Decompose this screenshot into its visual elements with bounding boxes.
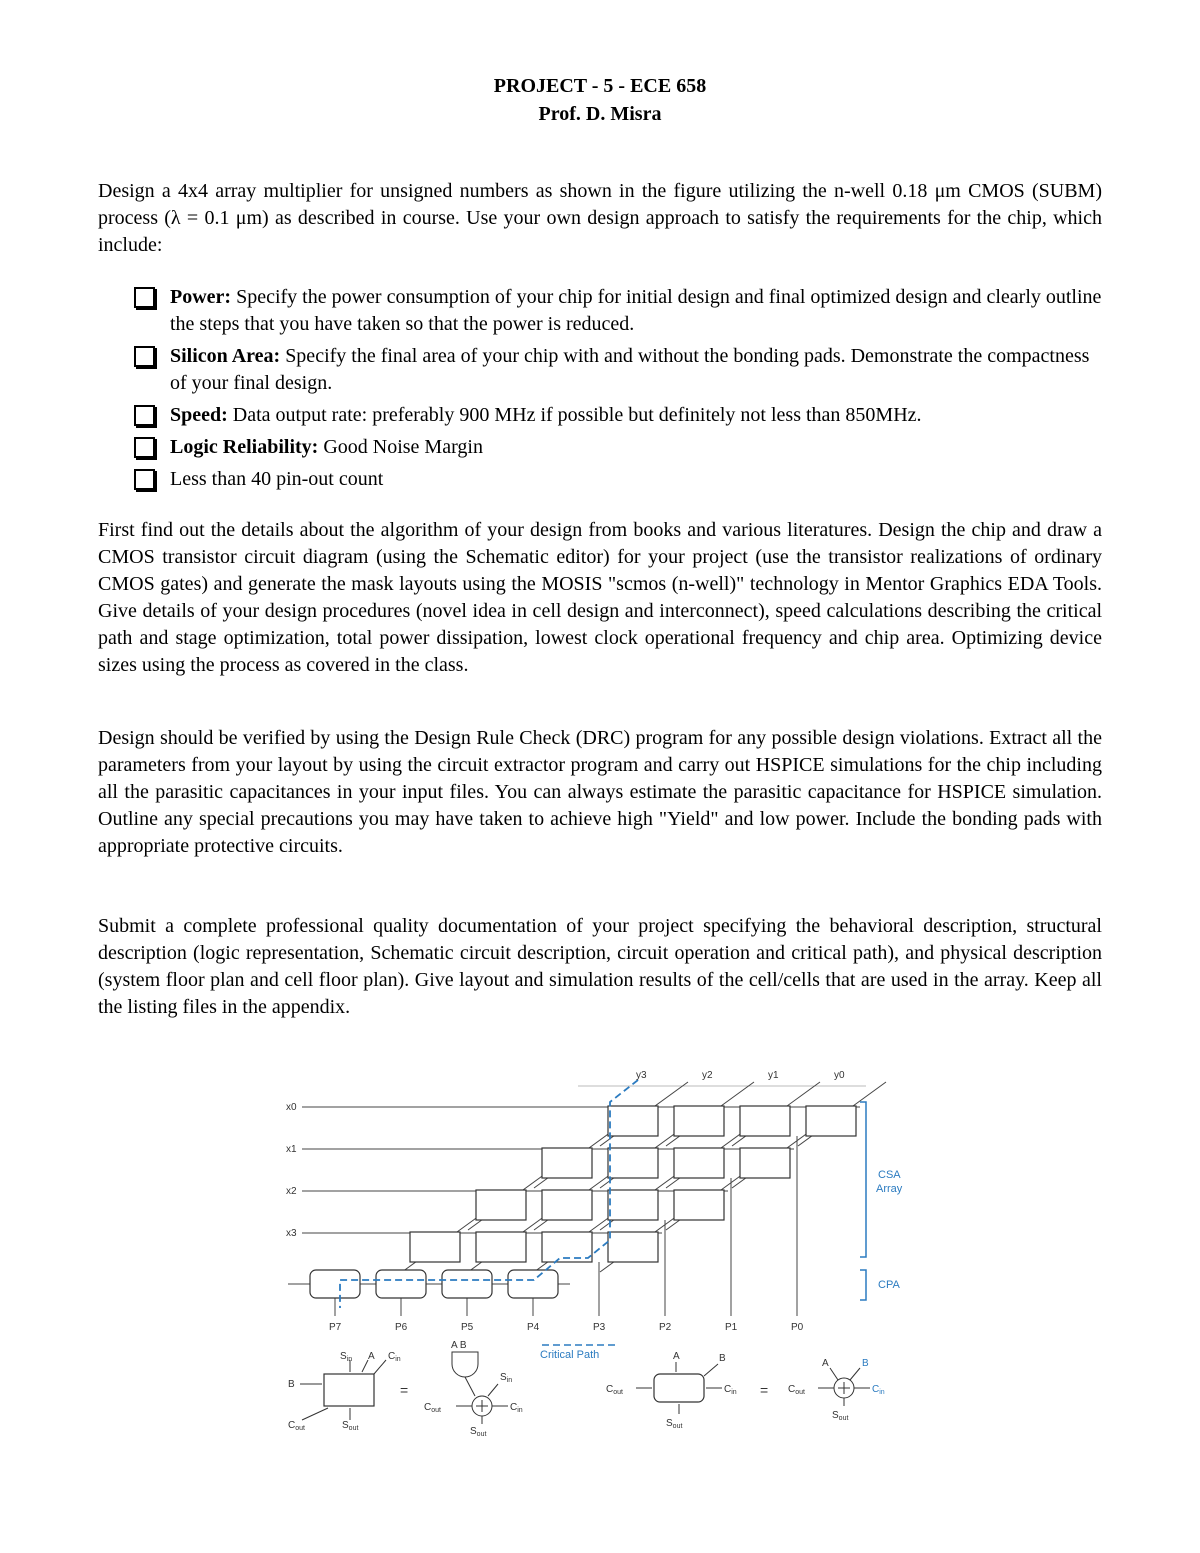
requirement-label: Silicon Area:: [170, 345, 281, 367]
csa-cell-legend: [288, 1340, 523, 1438]
svg-text:Sin: $S_{in}$: [340, 1351, 353, 1363]
csa-cell: [608, 1106, 658, 1136]
checkbox-icon: [134, 405, 155, 426]
requirement-item: [132, 466, 1104, 493]
product-label: P5: [461, 1322, 474, 1333]
csa-cell: [476, 1232, 526, 1262]
product-label: P1: [725, 1322, 738, 1333]
requirement-text: Data output rate: preferably 900 MHz if possible but definitely not less than 850MHz.: [227, 404, 922, 426]
csa-label: Array: [876, 1183, 903, 1195]
cpa-cell: [442, 1270, 492, 1298]
csa-cell: [608, 1232, 658, 1262]
requirement-text: Specify the power consumption of your chip for initial design and final optimized design and clearly outline the steps that you have taken so that the power is reduced.: [170, 286, 1102, 335]
svg-text:A: A: [822, 1358, 829, 1369]
csa-cell: [740, 1106, 790, 1136]
svg-text:Cin: $C_{in}$: [724, 1384, 737, 1396]
requirement-item: [132, 343, 1104, 397]
svg-text:Cout: $C_{out}$: [606, 1384, 623, 1396]
svg-text:B: B: [862, 1358, 869, 1369]
svg-text:Cin: $C_{in}$: [388, 1351, 401, 1363]
product-label: P6: [395, 1322, 408, 1333]
author-line: Prof. D. Misra: [538, 103, 662, 125]
product-label: P4: [527, 1322, 540, 1333]
svg-text:B: B: [719, 1353, 726, 1364]
paragraph-documentation: Submit a complete professional quality documentation of your project specifying the behavioral description, structural description (logic representation, Schematic circuit description, circuit operation and critical path), and physical description (system floor plan and cell floor plan). Give layout and simulation results of the cell/cells that are used in the array. Keep all the listing files in the appendix.: [98, 915, 1102, 1018]
svg-text:Sout: $S_{out}$: [832, 1410, 849, 1422]
page-title: PROJECT - 5 - ECE 658: [493, 75, 707, 97]
paragraph-design: First find out the details about the algorithm of your design from books and various literatures. Design the chip and draw a CMOS transistor circuit diagram (using the Schematic editor) for your project (use the transistor realizations of ordinary CMOS gates) and generate the mask layouts using the MOSIS "scmos (n-well)" technology in Mentor Graphics EDA Tools. Give details of your design procedures (novel idea in cell design and interconnect), speed calculations describing the critical path and stage optimization, total power dissipation, lowest clock operational frequency and chip area. Optimizing device sizes using the process as covered in the class.: [98, 519, 1102, 676]
y-input-label: y1: [768, 1070, 779, 1081]
requirements-list: [132, 284, 1104, 498]
cpa-cell-legend: [606, 1351, 885, 1430]
checkbox-icon: [134, 346, 155, 367]
svg-text:A B: A B: [451, 1340, 467, 1351]
requirement-label: Logic Reliability:: [170, 436, 319, 458]
x-input-label: x3: [286, 1228, 297, 1239]
csa-cell: [608, 1190, 658, 1220]
checkbox-icon: [134, 437, 155, 458]
requirement-item: [132, 402, 1104, 429]
document-header: [0, 72, 1200, 128]
cpa-bracket: [860, 1270, 866, 1300]
csa-bracket: [860, 1102, 866, 1257]
svg-text:A: A: [673, 1351, 680, 1362]
y-input-label: y2: [702, 1070, 713, 1081]
critical-path-label: Critical Path: [540, 1349, 600, 1361]
intro-paragraph: Design a 4x4 array multiplier for unsigned numbers as shown in the figure utilizing the n-well 0.18 μm CMOS (SUBM) process (λ = 0.1 μm) as described in course. Use your own design approach to satisfy the requirements for the chip, which include:: [98, 180, 1102, 256]
csa-cell: [476, 1190, 526, 1220]
product-label: P7: [329, 1322, 342, 1333]
svg-text:Sout: $S_{out}$: [342, 1420, 359, 1432]
x-input-label: x2: [286, 1186, 297, 1197]
svg-text:Cin: $C_{in}$: [510, 1402, 523, 1414]
csa-cell: [542, 1148, 592, 1178]
svg-text:Cin: $C_{in}$: [872, 1384, 885, 1396]
svg-text:Cout: $C_{out}$: [788, 1384, 805, 1396]
requirement-text: Good Noise Margin: [318, 436, 483, 458]
paragraph-verification: Design should be verified by using the Design Rule Check (DRC) program for any possible design violations. Extract all the parameters from your layout by using the circuit extractor program and carry out HSPICE simulations for the chip including all the parasitic capacitances in your input files. You can always estimate the parasitic capacitance for HSPICE simulation. Outline any special precautions you may have taken to achieve high "Yield" and low power. Include the bonding pads with appropriate protective circuits.: [98, 727, 1102, 857]
cpa-cell: [508, 1270, 558, 1298]
requirement-text: Specify the final area of your chip with and without the bonding pads. Demonstrate the compactness of your final design.: [170, 345, 1090, 394]
x-input-label: x1: [286, 1144, 297, 1155]
csa-cell: [674, 1190, 724, 1220]
svg-text:A: A: [368, 1351, 375, 1362]
checkbox-icon: [134, 287, 155, 308]
csa-cell: [674, 1106, 724, 1136]
requirement-text: Less than 40 pin-out count: [170, 468, 384, 490]
checkbox-icon: [134, 469, 155, 490]
csa-cell: [410, 1232, 460, 1262]
product-label: P0: [791, 1322, 804, 1333]
csa-cell: [740, 1148, 790, 1178]
cpa-cell: [376, 1270, 426, 1298]
svg-text:B: B: [288, 1379, 295, 1390]
svg-text:Sout: $S_{out}$: [666, 1418, 683, 1430]
product-label: P3: [593, 1322, 606, 1333]
x-input-label: x0: [286, 1102, 297, 1113]
csa-cell: [674, 1148, 724, 1178]
requirement-label: Power:: [170, 286, 232, 308]
requirement-item: [132, 434, 1104, 461]
product-label: P2: [659, 1322, 672, 1333]
multiplier-diagram: [270, 1062, 910, 1442]
array-multiplier-figure: [270, 1062, 910, 1442]
csa-cell: [806, 1106, 856, 1136]
cpa-label: CPA: [878, 1279, 900, 1291]
y-input-label: y0: [834, 1070, 845, 1081]
requirement-item: [132, 284, 1104, 338]
svg-text:Cout: $C_{out}$: [424, 1402, 441, 1414]
csa-cell: [608, 1148, 658, 1178]
svg-text:Sout: $S_{out}$: [470, 1426, 487, 1438]
csa-label: CSA: [878, 1169, 901, 1181]
y-input-label: y3: [636, 1070, 647, 1081]
csa-cell: [542, 1190, 592, 1220]
svg-text:=: =: [400, 1382, 409, 1398]
svg-text:Cout: $C_{out}$: [288, 1420, 305, 1432]
cpa-cell: [310, 1270, 360, 1298]
svg-text:=: =: [760, 1382, 769, 1398]
svg-text:Sin: $S_{in}$: [500, 1372, 513, 1384]
requirement-label: Speed:: [170, 404, 228, 426]
